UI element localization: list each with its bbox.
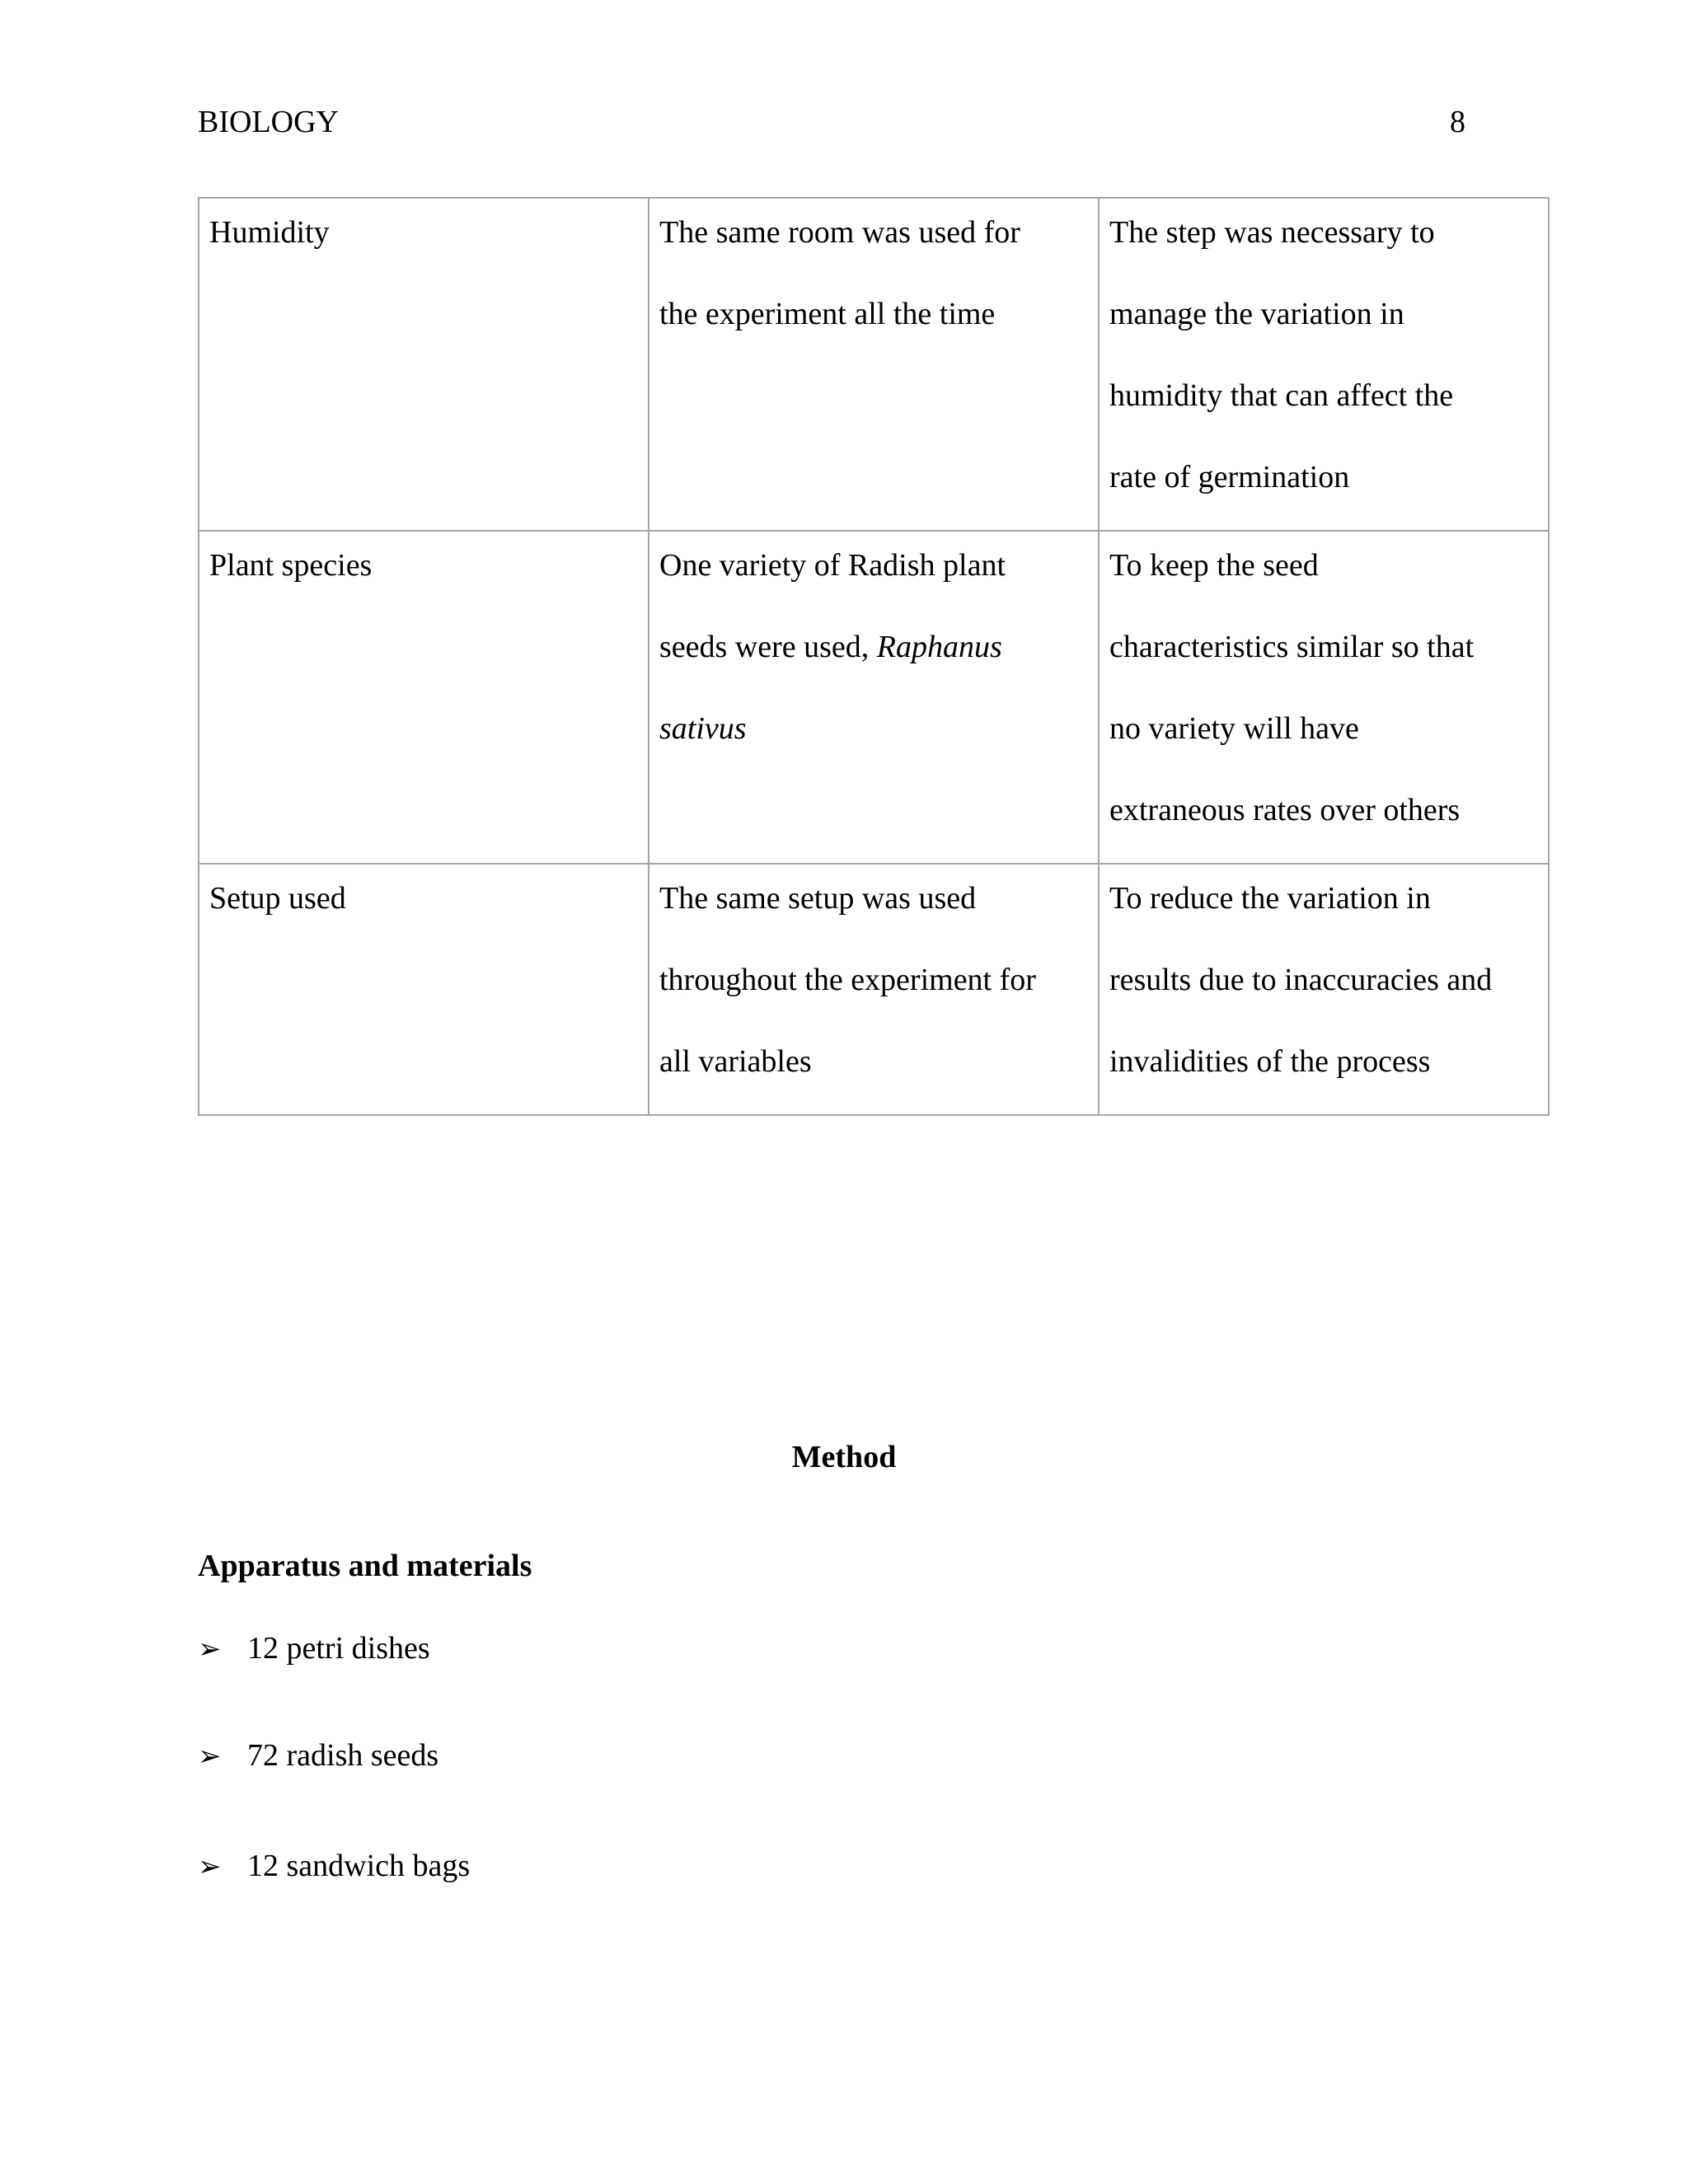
cell-text: To keep the seed <box>1109 548 1319 583</box>
variable-cell <box>199 531 649 864</box>
arrowhead-bullet-icon: ➢ <box>198 1633 222 1666</box>
cell-text: The same room was used for <box>659 215 1020 250</box>
variable-cell <box>199 198 649 531</box>
running-head: BIOLOGY <box>198 105 339 139</box>
cell-text: results due to inaccuracies and <box>1109 963 1493 997</box>
page-number: 8 <box>1450 105 1465 139</box>
table-row <box>199 864 1549 1115</box>
controlled-variables-table <box>198 197 1550 1116</box>
arrowhead-bullet-icon: ➢ <box>198 1740 222 1773</box>
list-item-text: 72 radish seeds <box>247 1738 439 1773</box>
variable-cell <box>199 864 649 1115</box>
cell-text: The step was necessary to <box>1109 215 1435 250</box>
cell-text: humidity that can affect the <box>1109 378 1454 413</box>
cell-text: Humidity <box>209 215 330 250</box>
control-cell <box>649 198 1099 531</box>
cell-text: rate of germination <box>1109 460 1350 494</box>
reason-cell <box>1099 198 1549 531</box>
table-row <box>199 198 1549 531</box>
control-cell <box>649 864 1099 1115</box>
cell-text: The same setup was used <box>659 881 977 916</box>
list-item <box>198 1846 470 1886</box>
cell-text: extraneous rates over others <box>1109 793 1461 827</box>
cell-text: seeds were used, <box>659 630 877 664</box>
cell-text: throughout the experiment for <box>659 963 1036 997</box>
cell-text: the experiment all the time <box>659 297 996 331</box>
species-name-genus: Raphanus <box>876 630 1002 664</box>
list-item <box>198 1629 430 1669</box>
control-cell <box>649 531 1099 864</box>
list-item-text: 12 sandwich bags <box>247 1849 471 1883</box>
cell-text-mixed <box>659 700 1088 781</box>
cell-text: no variety will have <box>1109 711 1359 746</box>
list-item-text: 12 petri dishes <box>247 1631 430 1666</box>
subheading-apparatus: Apparatus and materials <box>198 1549 532 1583</box>
cell-text: One variety of Radish plant <box>659 548 1006 583</box>
arrowhead-bullet-icon: ➢ <box>198 1850 222 1883</box>
list-item <box>198 1736 438 1776</box>
cell-text: Setup used <box>209 881 346 916</box>
cell-text: manage the variation in <box>1109 297 1404 331</box>
cell-text: characteristics similar so that <box>1109 630 1475 664</box>
species-name-epithet: sativus <box>659 711 747 746</box>
cell-text: all variables <box>659 1044 812 1079</box>
section-heading-method: Method <box>791 1440 897 1474</box>
cell-text: invalidities of the process <box>1109 1044 1431 1079</box>
cell-text-mixed <box>659 618 1088 700</box>
cell-text: Plant species <box>209 548 373 583</box>
table-row <box>199 531 1549 864</box>
cell-text: To reduce the variation in <box>1109 881 1431 916</box>
reason-cell <box>1099 531 1549 864</box>
reason-cell <box>1099 864 1549 1115</box>
